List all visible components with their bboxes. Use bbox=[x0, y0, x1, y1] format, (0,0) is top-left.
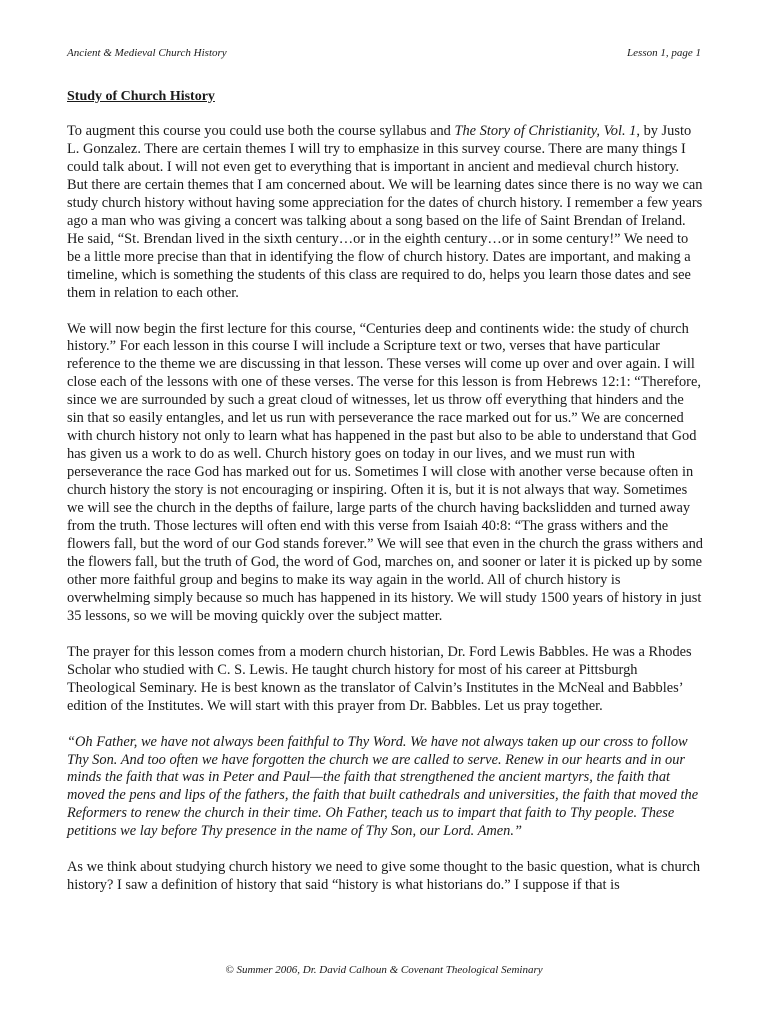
section-title: Study of Church History bbox=[67, 89, 215, 104]
paragraph-definition: As we think about studying church history we need to give some thought to the basic question, what is church history? I saw a definition of history that said “history is what historians do.” I suppose if that is bbox=[67, 859, 701, 894]
paragraph-prayer-intro: The prayer for this lesson comes from a modern church historian, Dr. Ford Lewis Babbles. He was a Rhodes Scholar who studied with C. S. Lewis. He taught church history for most of his career at Pittsburgh Theological Seminary. He is best known as the translator of Calvin’s Institutes in the McNeal and Babbles’ edition of the Institutes. We will start with this prayer from Dr. Babbles. Let us pray together. bbox=[67, 643, 692, 714]
paragraph-intro-text: To augment this course you could use both the course syllabus and bbox=[67, 123, 455, 139]
paragraph-intro bbox=[67, 123, 703, 303]
prayer-quote: “Oh Father, we have not always been faithful to Thy Word. We have not always taken up our cross to follow Thy Son. And too often we have forgotten the church we are called to serve. Renew in our hearts and in our minds the faith that was in Peter and Paul—the faith that strengthened the ancient martyrs, the faith that moved the pens and lips of the fathers, the faith that built cathedrals and universities, the faith that moved the Reformers to renew the church in their time. Oh Father, teach us to impart that faith to Thy people. These petitions we lay before Thy presence in the name of Thy Son, our Lord. Amen.” bbox=[67, 733, 699, 840]
paragraph-lecture: We will now begin the first lecture for this course, “Centuries deep and continents wide: the study of church history.” For each lesson in this course I will include a Scripture text or two, verses that have particular reference to the theme we are discussing in that lesson. These verses will come up over and over again. I will close each of the lessons with one of these verses. The verse for this lesson is from Hebrews 12:1: “Therefore, since we are surrounded by such a great cloud of witnesses, let us throw off everything that hinders and the sin that so easily entangles, and let us run with perseverance the race marked out for us.” We are concerned with church history not only to learn what has happened in the past but also to be able to understand that God has given us a work to do as well. Church history goes on today in our lives, and we must run with perseverance the race God has marked out for us. Sometimes I will close with another verse because often in church history the story is not encouraging or inspiring. Often it is, but it is not always that way. Sometimes we will see the church in the depths of failure, large parts of the church having backslidden and turned away from the truth. Those lectures will often end with this verse from Isaiah 40:8: “The grass withers and the flowers fall, but the word of our God stands forever.” We will see that even in the church the grass withers and the flowers fall, but the truth of God, the word of God, marches on, and sooner or later it is picked up by some other more faithful group and begins to make its way again in the world. All of church history is overwhelming simply because so much has happened in its history. We will study 1500 years of history in just 35 lessons, so we will be moving quickly over the subject matter. bbox=[67, 320, 703, 624]
paragraph-intro-cont: , by Justo L. Gonzalez. There are certain themes I will try to emphasize in this survey course. There are many things I could talk about. I will not even get to everything that is important in ancient and medieval church history. But there are certain themes that I am concerned about. We will be learning dates since there is no way we can study church history without having some appreciation for the dates of church history. I remember a few years ago a man who was giving a concert was talking about a song based on the life of Saint Brendan of Ireland. He said, “St. Brendan lived in the sixth century…or in the eighth century…or in some century!” We need to be a little more precise than that in identifying the flow of church history. Dates are important, and making a timeline, which is something the students of this class are required to do, helps you learn those dates and see them in relation to each other. bbox=[67, 123, 703, 301]
document-body bbox=[67, 123, 703, 913]
copyright-footer: © Summer 2006, Dr. David Calhoun & Covenant Theological Seminary bbox=[225, 964, 543, 976]
course-title: Ancient & Medieval Church History bbox=[67, 47, 227, 59]
page-reference: Lesson 1, page 1 bbox=[627, 47, 701, 59]
book-title: The Story of Christianity, Vol. 1 bbox=[454, 123, 637, 139]
